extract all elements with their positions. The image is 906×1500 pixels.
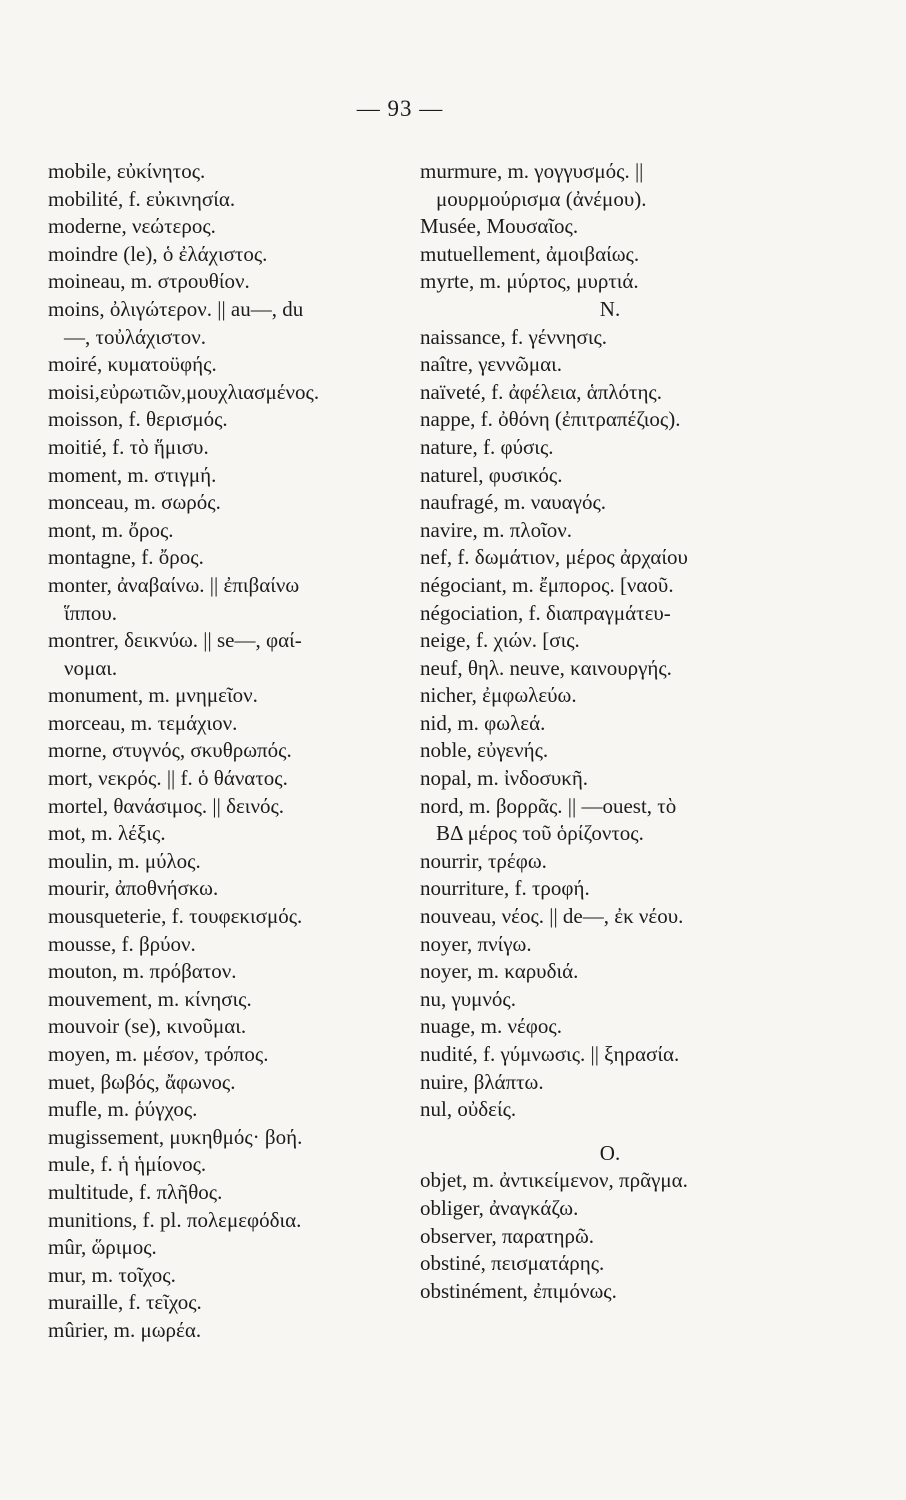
entry: noyer, m. καρυδιά.	[420, 959, 579, 984]
section-letter-o: O.	[599, 1140, 621, 1165]
entry: mule, f. ἡ ἡμίονος.	[48, 1152, 207, 1177]
entry: mousqueterie, f. τουφεκισμός.	[48, 904, 303, 929]
entry: mot, m. λέξις.	[48, 821, 166, 846]
entry: nuage, m. νέφος.	[420, 1014, 562, 1039]
entry: monument, m. μνημεῖον.	[48, 683, 258, 708]
entry-continuation: ΒΔ μέρος τοῦ ὁρίζοντος.	[436, 821, 644, 846]
entry: mouvement, m. κίνησις.	[48, 986, 252, 1011]
entry: mouton, m. πρόβατον.	[48, 959, 237, 984]
entry: myrte, m. μύρτος, μυρτιά.	[420, 269, 639, 294]
section-gap	[420, 1124, 800, 1140]
entry: naïveté, f. ἀφέλεια, ἁπλότης.	[420, 379, 662, 404]
entry: nourriture, f. τροφή.	[420, 876, 590, 901]
entry: mur, m. τοῖχος.	[48, 1262, 176, 1287]
entry: mort, νεκρός. || f. ὁ θάνατος.	[48, 766, 288, 791]
entry: monter, ἀναβαίνω. || ἐπιβαίνω	[48, 572, 300, 597]
entry: moitié, f. τὸ ἥμισυ.	[48, 434, 209, 459]
entry: monceau, m. σωρός.	[48, 490, 221, 515]
entry: mutuellement, ἀμοιβαίως.	[420, 241, 640, 266]
entry: moisi,εὐρωτιῶν,μουχλιασμένος.	[48, 379, 320, 404]
entry: mufle, m. ῥύγχος.	[48, 1097, 198, 1122]
entry: mousse, f. βρύον.	[48, 931, 196, 956]
entry: moderne, νεώτερος.	[48, 214, 216, 239]
page-number: — 93 —	[356, 96, 444, 121]
entry: murmure, m. γογγυσμός. ||	[420, 159, 644, 183]
entry: mouvoir (se), κινοῦμαι.	[48, 1014, 247, 1039]
entry: nid, m. φωλεά.	[420, 710, 546, 735]
entry: mûrier, m. μωρέα.	[48, 1317, 202, 1342]
entry-continuation: νομαι.	[64, 655, 118, 680]
entry: mugissement, μυκηθμός· βοή.	[48, 1124, 303, 1149]
entry: muraille, f. τεῖχος.	[48, 1290, 202, 1315]
entry: nouveau, νέος. || de—, ἐκ νέου.	[420, 904, 684, 929]
entry: mortel, θανάσιμος. || δεινός.	[48, 793, 285, 818]
entry-continuation: —, τοὐλάχιστον.	[64, 324, 206, 349]
entry: neuf, θηλ. neuve, καινουργής.	[420, 655, 672, 680]
entry: nuire, βλάπτω.	[420, 1069, 544, 1094]
entry: neige, f. χιών. [σις.	[420, 628, 580, 653]
entry-continuation: ἵππου.	[64, 600, 118, 625]
entry: mûr, ὥριμος.	[48, 1235, 157, 1260]
entry: nourrir, τρέφω.	[420, 848, 547, 873]
entry: mourir, ἀποθνήσκω.	[48, 876, 219, 901]
entry: nu, γυμνός.	[420, 986, 516, 1011]
entry: moindre (le), ὁ ἐλάχιστος.	[48, 241, 268, 266]
entry: mobile, εὐκίνητος.	[48, 159, 206, 183]
entry: montagne, f. ὄρος.	[48, 545, 204, 570]
entry: moins, ὀλιγώτερον. || au—, du	[48, 296, 304, 321]
entry: nul, οὐδείς.	[420, 1097, 517, 1122]
entry: nicher, ἐμφωλεύω.	[420, 683, 577, 708]
entry-continuation: μουρμούρισμα (ἀνέμου).	[436, 186, 647, 211]
entry: moulin, m. μύλος.	[48, 848, 201, 873]
entry: nopal, m. ἰνδοσυκῆ.	[420, 766, 589, 791]
entry: nef, f. δωμάτιον, μέρος ἀρχαίου	[420, 545, 688, 570]
entry: Musée, Μουσαῖος.	[420, 214, 579, 239]
entry: nature, f. φύσις.	[420, 434, 554, 459]
dictionary-column-left	[48, 158, 408, 1345]
entry: naufragé, m. ναυαγός.	[420, 490, 607, 515]
entry: obstinément, ἐπιμόνως.	[420, 1278, 617, 1303]
entry: multitude, f. πλῆθος.	[48, 1179, 223, 1204]
entry: morne, στυγνός, σκυθρωπός.	[48, 738, 292, 763]
entry: moment, m. στιγμή.	[48, 462, 217, 487]
entry: moineau, m. στρουθίον.	[48, 269, 250, 294]
entry: naturel, φυσικός.	[420, 462, 563, 487]
entry: mont, m. ὄρος.	[48, 517, 174, 542]
entry: naissance, f. γέννησις.	[420, 324, 608, 349]
entry: nord, m. βορρᾶς. || —ouest, τὸ	[420, 793, 677, 818]
entry: naître, γεννῶμαι.	[420, 352, 563, 377]
entry: moiré, κυματοϋφής.	[48, 352, 217, 377]
entry: noyer, πνίγω.	[420, 931, 532, 956]
entry: mobilité, f. εὐκινησία.	[48, 186, 236, 211]
entry: obstiné, πεισματάρης.	[420, 1251, 605, 1276]
entry: munitions, f. pl. πολεμεφόδια.	[48, 1207, 302, 1232]
entry: observer, παρατηρῶ.	[420, 1223, 595, 1248]
entry: négociant, m. ἔμπορος. [ναοῦ.	[420, 572, 674, 597]
entry: navire, m. πλοῖον.	[420, 517, 572, 542]
entry: morceau, m. τεμάχιον.	[48, 710, 238, 735]
entry: nudité, f. γύμνωσις. || ξηρασία.	[420, 1042, 680, 1066]
entry: obliger, ἀναγκάζω.	[420, 1195, 579, 1220]
section-letter-n: N.	[599, 296, 621, 321]
entry: moisson, f. θερισμός.	[48, 407, 228, 432]
entry: montrer, δεικνύω. || se—, φαί-	[48, 628, 302, 653]
entry: moyen, m. μέσον, τρόπος.	[48, 1042, 269, 1066]
entry: nappe, f. ὀθόνη (ἐπιτραπέζιος).	[420, 407, 681, 432]
entry: muet, βωβός, ἄφωνος.	[48, 1069, 236, 1094]
dictionary-column-right	[420, 158, 800, 1305]
entry: objet, m. ἀντικείμενον, πρᾶγμα.	[420, 1168, 688, 1193]
entry: négociation, f. διαπραγμάτευ-	[420, 600, 671, 625]
entry: noble, εὐγενής.	[420, 738, 549, 763]
